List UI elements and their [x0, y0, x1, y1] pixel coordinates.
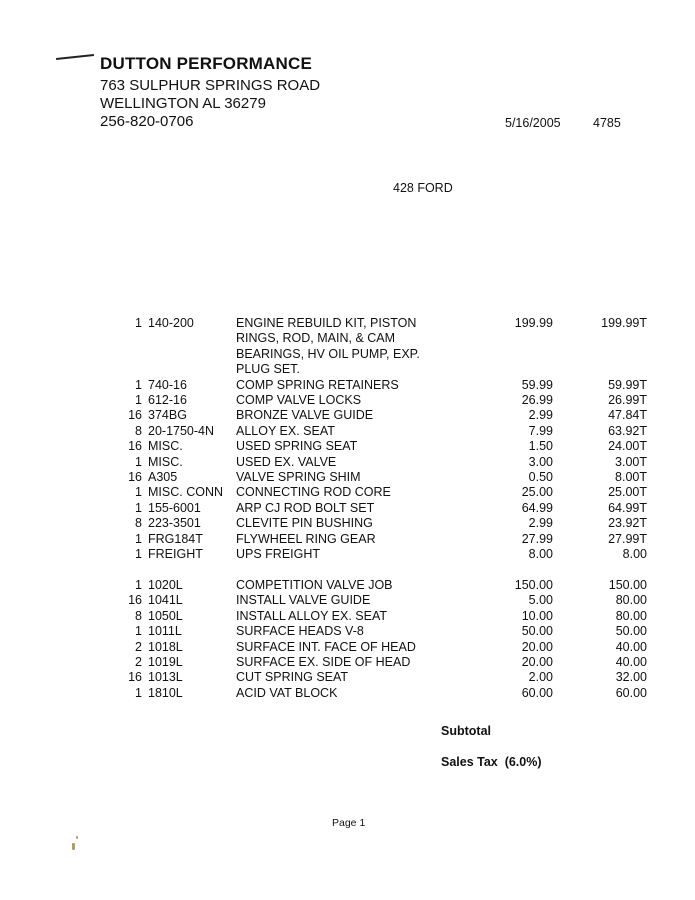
cell-qty: 1 [135, 624, 142, 639]
cell-price: 7.99 [528, 423, 553, 438]
cell-qty: 8 [135, 608, 142, 623]
cell-ext: 80.00 [615, 593, 647, 608]
cell-qty: 2 [135, 639, 142, 654]
cell-ext: 27.99T [608, 531, 647, 546]
cell-code: 1013L [148, 670, 183, 685]
cell-ext: 60.00 [615, 685, 647, 700]
cell-price: 2.99 [528, 408, 553, 423]
cell-qty: 1 [135, 454, 142, 469]
cell-ext: 32.00 [615, 670, 647, 685]
cell-code: 155-6001 [148, 500, 201, 515]
cell-code: FRG184T [148, 531, 203, 546]
cell-desc: COMP SPRING RETAINERS [236, 377, 399, 392]
page-number: Page 1 [332, 817, 366, 829]
cell-ext: 3.00T [615, 454, 647, 469]
cell-price: 27.99 [521, 531, 553, 546]
address-city: WELLINGTON AL 36279 [100, 95, 266, 112]
cell-ext: 23.92T [608, 516, 647, 531]
cell-qty: 1 [135, 531, 142, 546]
invoice-date: 5/16/2005 [505, 116, 561, 130]
cell-price: 25.00 [521, 485, 553, 500]
cell-ext: 25.00T [608, 485, 647, 500]
cell-price: 199.99 [514, 316, 553, 330]
cell-qty: 16 [128, 670, 142, 685]
cell-desc: CLEVITE PIN BUSHING [236, 516, 373, 531]
cell-ext: 59.99T [608, 377, 647, 392]
cell-price: 8.00 [528, 547, 553, 561]
cell-ext: 40.00 [615, 655, 647, 669]
paper-speck [72, 843, 75, 850]
job-description: 428 FORD [393, 181, 453, 195]
cell-desc: ALLOY EX. SEAT [236, 423, 335, 438]
phone-number: 256-820-0706 [100, 113, 194, 130]
cell-code: A305 [148, 470, 178, 484]
cell-desc: SURFACE INT. FACE OF HEAD [236, 639, 416, 654]
cell-desc: ARP CJ ROD BOLT SET [236, 500, 375, 515]
cell-qty: 1 [135, 685, 142, 700]
cell-desc: COMP VALVE LOCKS [236, 393, 362, 407]
cell-qty: 2 [135, 655, 142, 669]
cell-price: 60.00 [521, 685, 553, 700]
cell-code: 1041L [148, 593, 183, 608]
cell-ext: 64.99T [608, 500, 647, 515]
cell-price: 59.99 [521, 377, 553, 392]
cell-qty: 1 [135, 500, 142, 515]
cell-desc: COMPETITION VALVE JOB [236, 578, 393, 592]
cell-code: 140-200 [148, 316, 194, 330]
cell-desc: VALVE SPRING SHIM [236, 470, 361, 484]
cell-desc: SURFACE HEADS V-8 [236, 624, 364, 639]
cell-qty: 1 [135, 485, 142, 500]
cell-code: MISC. [148, 439, 183, 454]
cell-code: 1050L [148, 608, 183, 623]
cell-ext: 40.00 [615, 639, 647, 654]
cell-code: 1011L [148, 624, 182, 639]
cell-ext: 8.00 [622, 547, 647, 561]
cell-qty: 1 [135, 316, 142, 330]
cell-qty: 16 [128, 470, 142, 484]
cell-code: 223-3501 [148, 516, 201, 531]
cell-desc: UPS FREIGHT [236, 547, 321, 561]
cell-desc: SURFACE EX. SIDE OF HEAD [236, 655, 411, 669]
cell-code: 1019L [148, 655, 183, 669]
cell-price: 64.99 [521, 500, 553, 515]
cell-desc: INSTALL ALLOY EX. SEAT [236, 608, 387, 623]
cell-qty: 1 [135, 547, 142, 561]
cell-qty: 8 [135, 516, 142, 531]
cell-price: 1.50 [528, 439, 553, 454]
address-street: 763 SULPHUR SPRINGS ROAD [100, 77, 321, 94]
cell-code: 1018L [148, 639, 183, 654]
cell-code: FREIGHT [148, 547, 203, 561]
cell-ext: 8.00T [615, 470, 647, 484]
cell-price: 2.00 [528, 670, 553, 685]
cell-qty: 16 [128, 408, 142, 423]
sales-tax-label: Sales Tax (6.0%) [441, 755, 542, 769]
cell-ext: 80.00 [615, 608, 647, 623]
cell-qty: 8 [135, 423, 142, 438]
subtotal-label: Subtotal [441, 724, 491, 738]
cell-qty: 1 [135, 578, 142, 592]
cell-code: 1810L [148, 685, 183, 700]
cell-price: 150.00 [514, 578, 553, 592]
cell-price: 20.00 [521, 639, 553, 654]
cell-desc: BRONZE VALVE GUIDE [236, 408, 374, 423]
cell-desc: USED EX. VALVE [236, 454, 337, 469]
cell-code: MISC. [148, 454, 183, 469]
cell-code: 20-1750-4N [148, 423, 215, 438]
cell-ext: 47.84T [608, 408, 647, 423]
cell-code: 374BG [148, 408, 187, 423]
cell-code: MISC. CONN [148, 485, 223, 500]
cell-ext: 24.00T [608, 439, 647, 454]
cell-qty: 1 [135, 393, 142, 407]
cell-ext: 63.92T [608, 423, 647, 438]
paper-speck [76, 836, 78, 839]
cell-qty: 1 [135, 377, 142, 392]
pen-mark [56, 54, 94, 60]
cell-price: 50.00 [521, 624, 553, 639]
cell-desc: CUT SPRING SEAT [236, 670, 349, 685]
company-name: DUTTON PERFORMANCE [100, 54, 313, 73]
cell-ext: 150.00 [608, 578, 647, 592]
cell-price: 10.00 [521, 608, 553, 623]
cell-desc: USED SPRING SEAT [236, 439, 358, 454]
cell-price: 26.99 [521, 393, 553, 407]
cell-desc: INSTALL VALVE GUIDE [236, 593, 371, 608]
cell-price: 20.00 [521, 655, 553, 669]
cell-desc: ENGINE REBUILD KIT, PISTON RINGS, ROD, MAIN, & CAM BEARINGS, HV OIL PUMP, EXP. PLUG SET. [236, 316, 420, 377]
cell-code: 740-16 [148, 377, 187, 392]
cell-qty: 16 [128, 439, 142, 454]
cell-ext: 26.99T [608, 393, 647, 407]
cell-qty: 16 [128, 593, 142, 608]
cell-ext: 50.00 [615, 624, 647, 639]
cell-desc: FLYWHEEL RING GEAR [236, 531, 376, 546]
cell-code: 612-16 [148, 393, 187, 407]
cell-desc: ACID VAT BLOCK [236, 685, 338, 700]
invoice-number: 4785 [593, 116, 621, 130]
cell-ext: 199.99T [601, 316, 647, 330]
cell-price: 0.50 [528, 470, 553, 484]
cell-code: 1020L [148, 578, 183, 592]
cell-price: 3.00 [528, 454, 553, 469]
cell-price: 2.99 [528, 516, 553, 531]
cell-desc: CONNECTING ROD CORE [236, 485, 391, 500]
cell-price: 5.00 [528, 593, 553, 608]
